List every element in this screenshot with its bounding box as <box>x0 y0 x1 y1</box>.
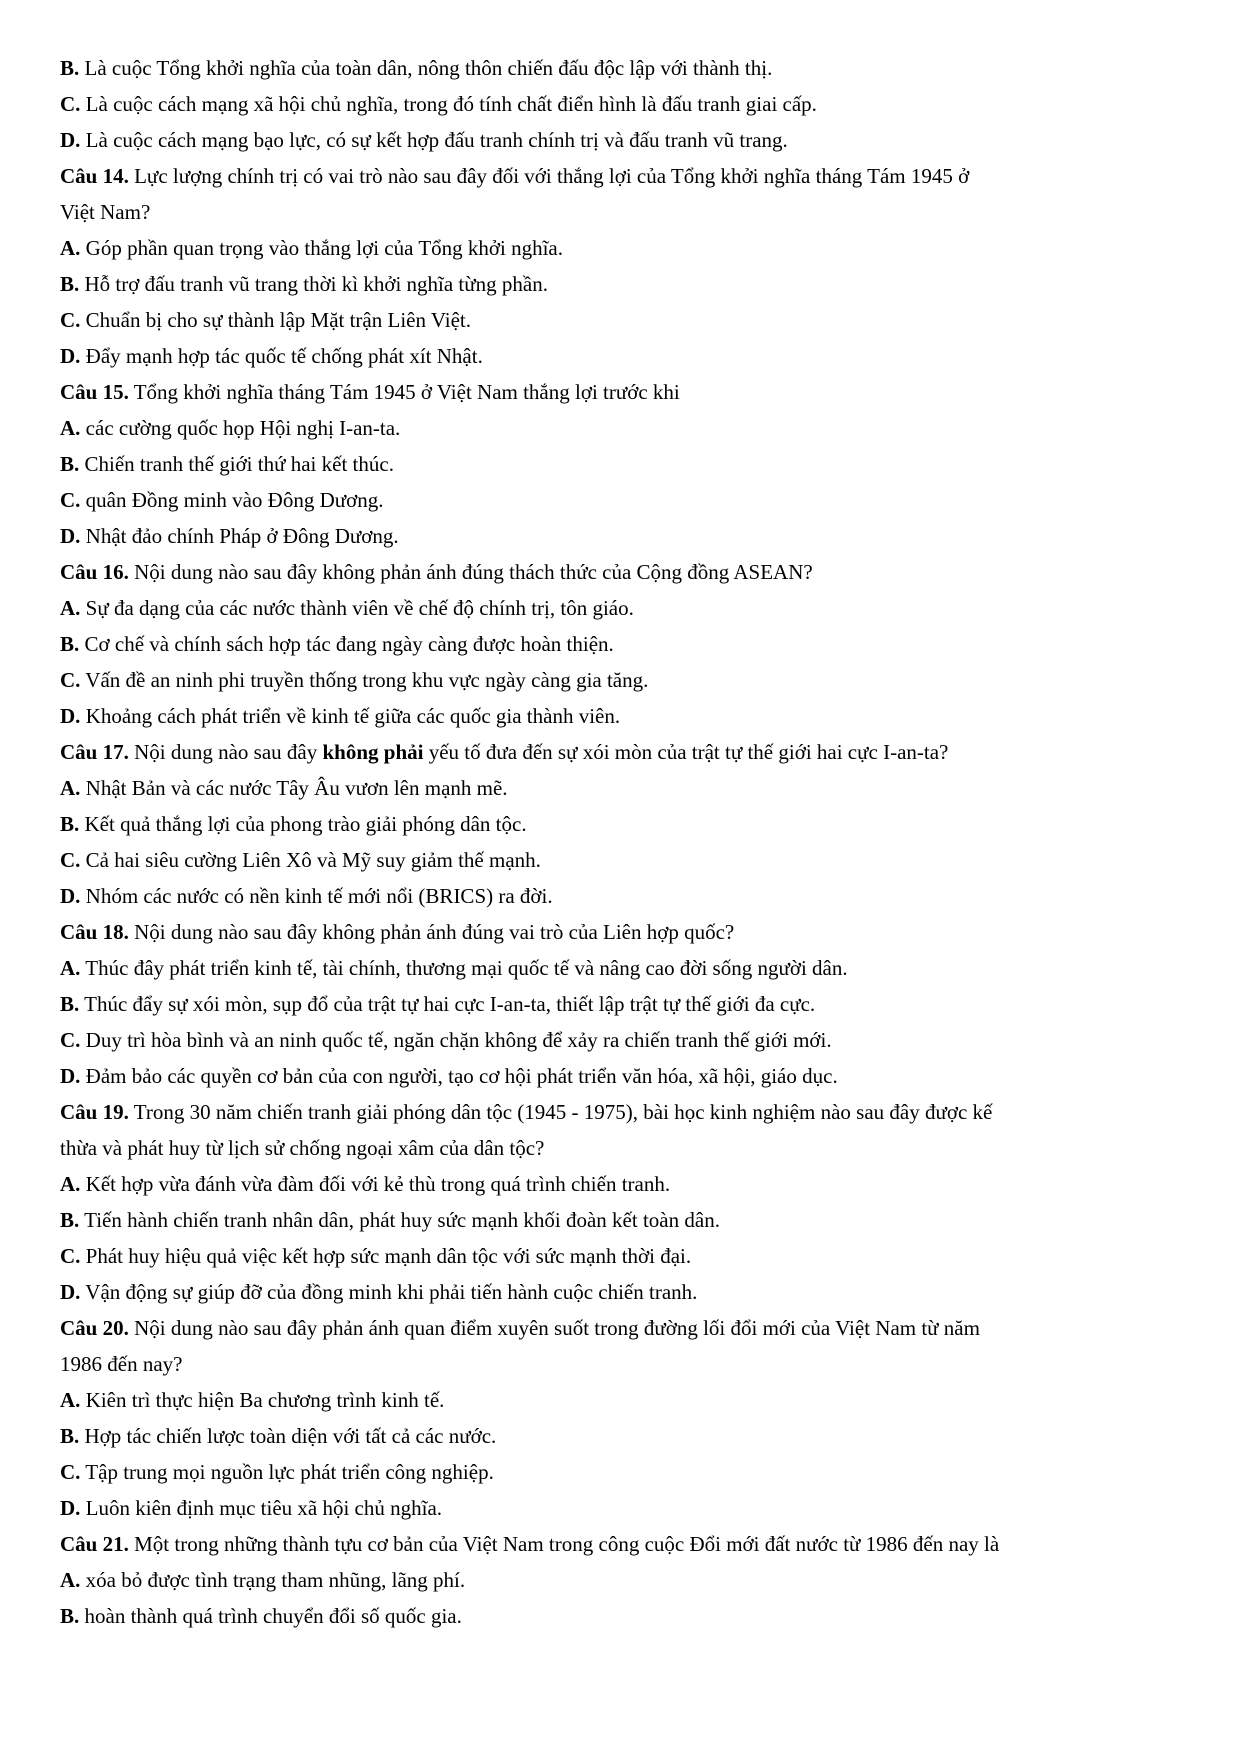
option-text: Là cuộc Tổng khởi nghĩa của toàn dân, nông thôn chiến đấu độc lập với thành thị. <box>79 56 773 80</box>
option-label: A. <box>60 1388 81 1412</box>
option-text: các cường quốc họp Hội nghị I-an-ta. <box>80 416 401 440</box>
question-number: Câu 18. <box>60 920 129 944</box>
option-line <box>60 590 1185 626</box>
option-line <box>60 1166 1185 1202</box>
option-line <box>60 446 1185 482</box>
question-stem <box>60 1310 1185 1346</box>
question-stem <box>60 1094 1185 1130</box>
option-label: D. <box>60 1064 81 1088</box>
option-text: Cơ chế và chính sách hợp tác đang ngày càng được hoàn thiện. <box>79 632 614 656</box>
option-line <box>60 1022 1185 1058</box>
question-21 <box>60 1526 1185 1634</box>
option-label: B. <box>60 1604 80 1628</box>
question-number: Câu 14. <box>60 164 129 188</box>
option-label: A. <box>60 956 81 980</box>
question-number: Câu 19. <box>60 1100 129 1124</box>
option-text: Chiến tranh thế giới thứ hai kết thúc. <box>79 452 394 476</box>
option-line <box>60 1382 1185 1418</box>
question-number: Câu 16. <box>60 560 129 584</box>
option-line <box>60 842 1185 878</box>
option-line <box>60 1274 1185 1310</box>
question-stem <box>60 914 1185 950</box>
option-line <box>60 482 1185 518</box>
option-line <box>60 770 1185 806</box>
option-line <box>60 986 1185 1022</box>
option-text: Sự đa dạng của các nước thành viên về chế độ chính trị, tôn giáo. <box>80 596 634 620</box>
option-label: A. <box>60 776 81 800</box>
exam-page <box>60 50 1185 1634</box>
continuation-options <box>60 50 1185 158</box>
question-16 <box>60 554 1185 734</box>
option-line <box>60 1058 1185 1094</box>
option-label: D. <box>60 524 81 548</box>
question-number: Câu 21. <box>60 1532 129 1556</box>
option-text: Cả hai siêu cường Liên Xô và Mỹ suy giảm thế mạnh. <box>80 848 541 872</box>
question-text: Nội dung nào sau đây phản ánh quan điểm xuyên suốt trong đường lối đổi mới của Việt Nam từ năm <box>128 1316 980 1340</box>
option-text: Tập trung mọi nguồn lực phát triển công nghiệp. <box>80 1460 494 1484</box>
option-line <box>60 518 1185 554</box>
question-text: Một trong những thành tựu cơ bản của Việt Nam trong công cuộc Đổi mới đất nước từ 1986 đến nay là <box>128 1532 1000 1556</box>
option-text: Duy trì hòa bình và an ninh quốc tế, ngăn chặn không để xảy ra chiến tranh thế giới mới. <box>80 1028 832 1052</box>
option-text: Là cuộc cách mạng xã hội chủ nghĩa, trong đó tính chất điển hình là đấu tranh giai cấp. <box>80 92 817 116</box>
option-text: Đảm bảo các quyền cơ bản của con người, tạo cơ hội phát triển văn hóa, xã hội, giáo dục. <box>80 1064 838 1088</box>
option-text: Góp phần quan trọng vào thắng lợi của Tổng khởi nghĩa. <box>80 236 563 260</box>
option-text: Vận động sự giúp đỡ của đồng minh khi phải tiến hành cuộc chiến tranh. <box>80 1280 698 1304</box>
question-stem-cont <box>60 1130 1185 1166</box>
question-stem <box>60 374 1185 410</box>
option-text: Nhóm các nước có nền kinh tế mới nổi (BRICS) ra đời. <box>80 884 553 908</box>
option-line <box>60 626 1185 662</box>
option-label: B. <box>60 1424 80 1448</box>
option-label: A. <box>60 596 81 620</box>
option-text: Vấn đề an ninh phi truyền thống trong khu vực ngày càng gia tăng. <box>80 668 649 692</box>
question-stem <box>60 1526 1185 1562</box>
option-text: Kiên trì thực hiện Ba chương trình kinh tế. <box>80 1388 445 1412</box>
option-line <box>60 230 1185 266</box>
question-emphasis: không phải <box>322 740 424 764</box>
option-label: D. <box>60 128 81 152</box>
option-text: Hỗ trợ đấu tranh vũ trang thời kì khởi nghĩa từng phần. <box>79 272 548 296</box>
question-17 <box>60 734 1185 914</box>
option-label: D. <box>60 884 81 908</box>
option-line <box>60 950 1185 986</box>
option-label: C. <box>60 668 81 692</box>
option-label: C. <box>60 308 81 332</box>
option-line <box>60 410 1185 446</box>
question-20 <box>60 1310 1185 1526</box>
option-text: Kết quả thắng lợi của phong trào giải phóng dân tộc. <box>79 812 527 836</box>
question-15 <box>60 374 1185 554</box>
option-label: C. <box>60 1460 81 1484</box>
option-text: Chuẩn bị cho sự thành lập Mặt trận Liên Việt. <box>80 308 471 332</box>
option-text: Thúc đẩy sự xói mòn, sụp đổ của trật tự hai cực I-an-ta, thiết lập trật tự thế giới đa cực. <box>79 992 816 1016</box>
question-text: Nội dung nào sau đây không phản ánh đúng thách thức của Cộng đồng ASEAN? <box>128 560 813 584</box>
option-label: A. <box>60 1172 81 1196</box>
option-label: B. <box>60 992 80 1016</box>
option-text: hoàn thành quá trình chuyển đổi số quốc gia. <box>79 1604 462 1628</box>
question-text: yếu tố đưa đến sự xói mòn của trật tự thế giới hai cực I-an-ta? <box>423 740 949 764</box>
option-label: C. <box>60 848 81 872</box>
option-line <box>60 806 1185 842</box>
option-line <box>60 266 1185 302</box>
option-label: B. <box>60 452 80 476</box>
question-text: Lực lượng chính trị có vai trò nào sau đây đối với thắng lợi của Tổng khởi nghĩa tháng Tám 1945 ở <box>128 164 970 188</box>
option-line <box>60 878 1185 914</box>
option-line <box>60 338 1185 374</box>
question-text: Trong 30 năm chiến tranh giải phóng dân tộc (1945 - 1975), bài học kinh nghiệm nào sau đây được kế <box>128 1100 993 1124</box>
question-text: Tổng khởi nghĩa tháng Tám 1945 ở Việt Nam thắng lợi trước khi <box>128 380 680 404</box>
option-text: Tiến hành chiến tranh nhân dân, phát huy sức mạnh khối đoàn kết toàn dân. <box>79 1208 720 1232</box>
option-line <box>60 1238 1185 1274</box>
option-text: Đẩy mạnh hợp tác quốc tế chống phát xít Nhật. <box>80 344 483 368</box>
option-label: B. <box>60 272 80 296</box>
option-line <box>60 50 1185 86</box>
option-label: C. <box>60 1244 81 1268</box>
option-text: quân Đồng minh vào Đông Dương. <box>80 488 384 512</box>
option-label: D. <box>60 1496 81 1520</box>
question-text: thừa và phát huy từ lịch sử chống ngoại xâm của dân tộc? <box>60 1136 545 1160</box>
option-label: C. <box>60 488 81 512</box>
option-line <box>60 1454 1185 1490</box>
option-label: B. <box>60 632 80 656</box>
option-line <box>60 1202 1185 1238</box>
option-label: C. <box>60 1028 81 1052</box>
option-text: Phát huy hiệu quả việc kết hợp sức mạnh dân tộc với sức mạnh thời đại. <box>80 1244 692 1268</box>
option-line <box>60 1418 1185 1454</box>
question-stem <box>60 554 1185 590</box>
option-label: D. <box>60 344 81 368</box>
option-label: A. <box>60 1568 81 1592</box>
option-label: B. <box>60 812 80 836</box>
question-stem <box>60 734 1185 770</box>
option-label: A. <box>60 416 81 440</box>
option-label: B. <box>60 56 80 80</box>
question-14 <box>60 158 1185 374</box>
option-line <box>60 698 1185 734</box>
question-19 <box>60 1094 1185 1310</box>
option-label: A. <box>60 236 81 260</box>
question-text: Việt Nam? <box>60 200 151 224</box>
question-text: 1986 đến nay? <box>60 1352 183 1376</box>
option-line <box>60 1598 1185 1634</box>
option-label: D. <box>60 1280 81 1304</box>
option-line <box>60 1562 1185 1598</box>
option-text: Nhật Bản và các nước Tây Âu vươn lên mạnh mẽ. <box>80 776 508 800</box>
question-text: Nội dung nào sau đây không phản ánh đúng vai trò của Liên hợp quốc? <box>128 920 735 944</box>
option-text: Kết hợp vừa đánh vừa đàm đối với kẻ thù trong quá trình chiến tranh. <box>80 1172 671 1196</box>
question-stem-cont <box>60 194 1185 230</box>
option-line <box>60 1490 1185 1526</box>
option-line <box>60 302 1185 338</box>
option-label: B. <box>60 1208 80 1232</box>
option-text: Thúc đây phát triển kinh tế, tài chính, thương mại quốc tế và nâng cao đời sống người dân. <box>80 956 848 980</box>
option-line <box>60 122 1185 158</box>
question-stem <box>60 158 1185 194</box>
option-text: Khoảng cách phát triển về kinh tế giữa các quốc gia thành viên. <box>80 704 621 728</box>
option-text: Luôn kiên định mục tiêu xã hội chủ nghĩa. <box>80 1496 443 1520</box>
option-text: Là cuộc cách mạng bạo lực, có sự kết hợp đấu tranh chính trị và đấu tranh vũ trang. <box>80 128 788 152</box>
option-line <box>60 662 1185 698</box>
question-number: Câu 15. <box>60 380 129 404</box>
option-line <box>60 86 1185 122</box>
option-text: Nhật đảo chính Pháp ở Đông Dương. <box>80 524 399 548</box>
question-stem-cont <box>60 1346 1185 1382</box>
option-label: C. <box>60 92 81 116</box>
question-18 <box>60 914 1185 1094</box>
question-number: Câu 20. <box>60 1316 129 1340</box>
question-number: Câu 17. <box>60 740 129 764</box>
question-text: Nội dung nào sau đây <box>128 740 323 764</box>
option-label: D. <box>60 704 81 728</box>
option-text: Hợp tác chiến lược toàn diện với tất cả các nước. <box>79 1424 497 1448</box>
option-text: xóa bỏ được tình trạng tham nhũng, lãng phí. <box>80 1568 466 1592</box>
